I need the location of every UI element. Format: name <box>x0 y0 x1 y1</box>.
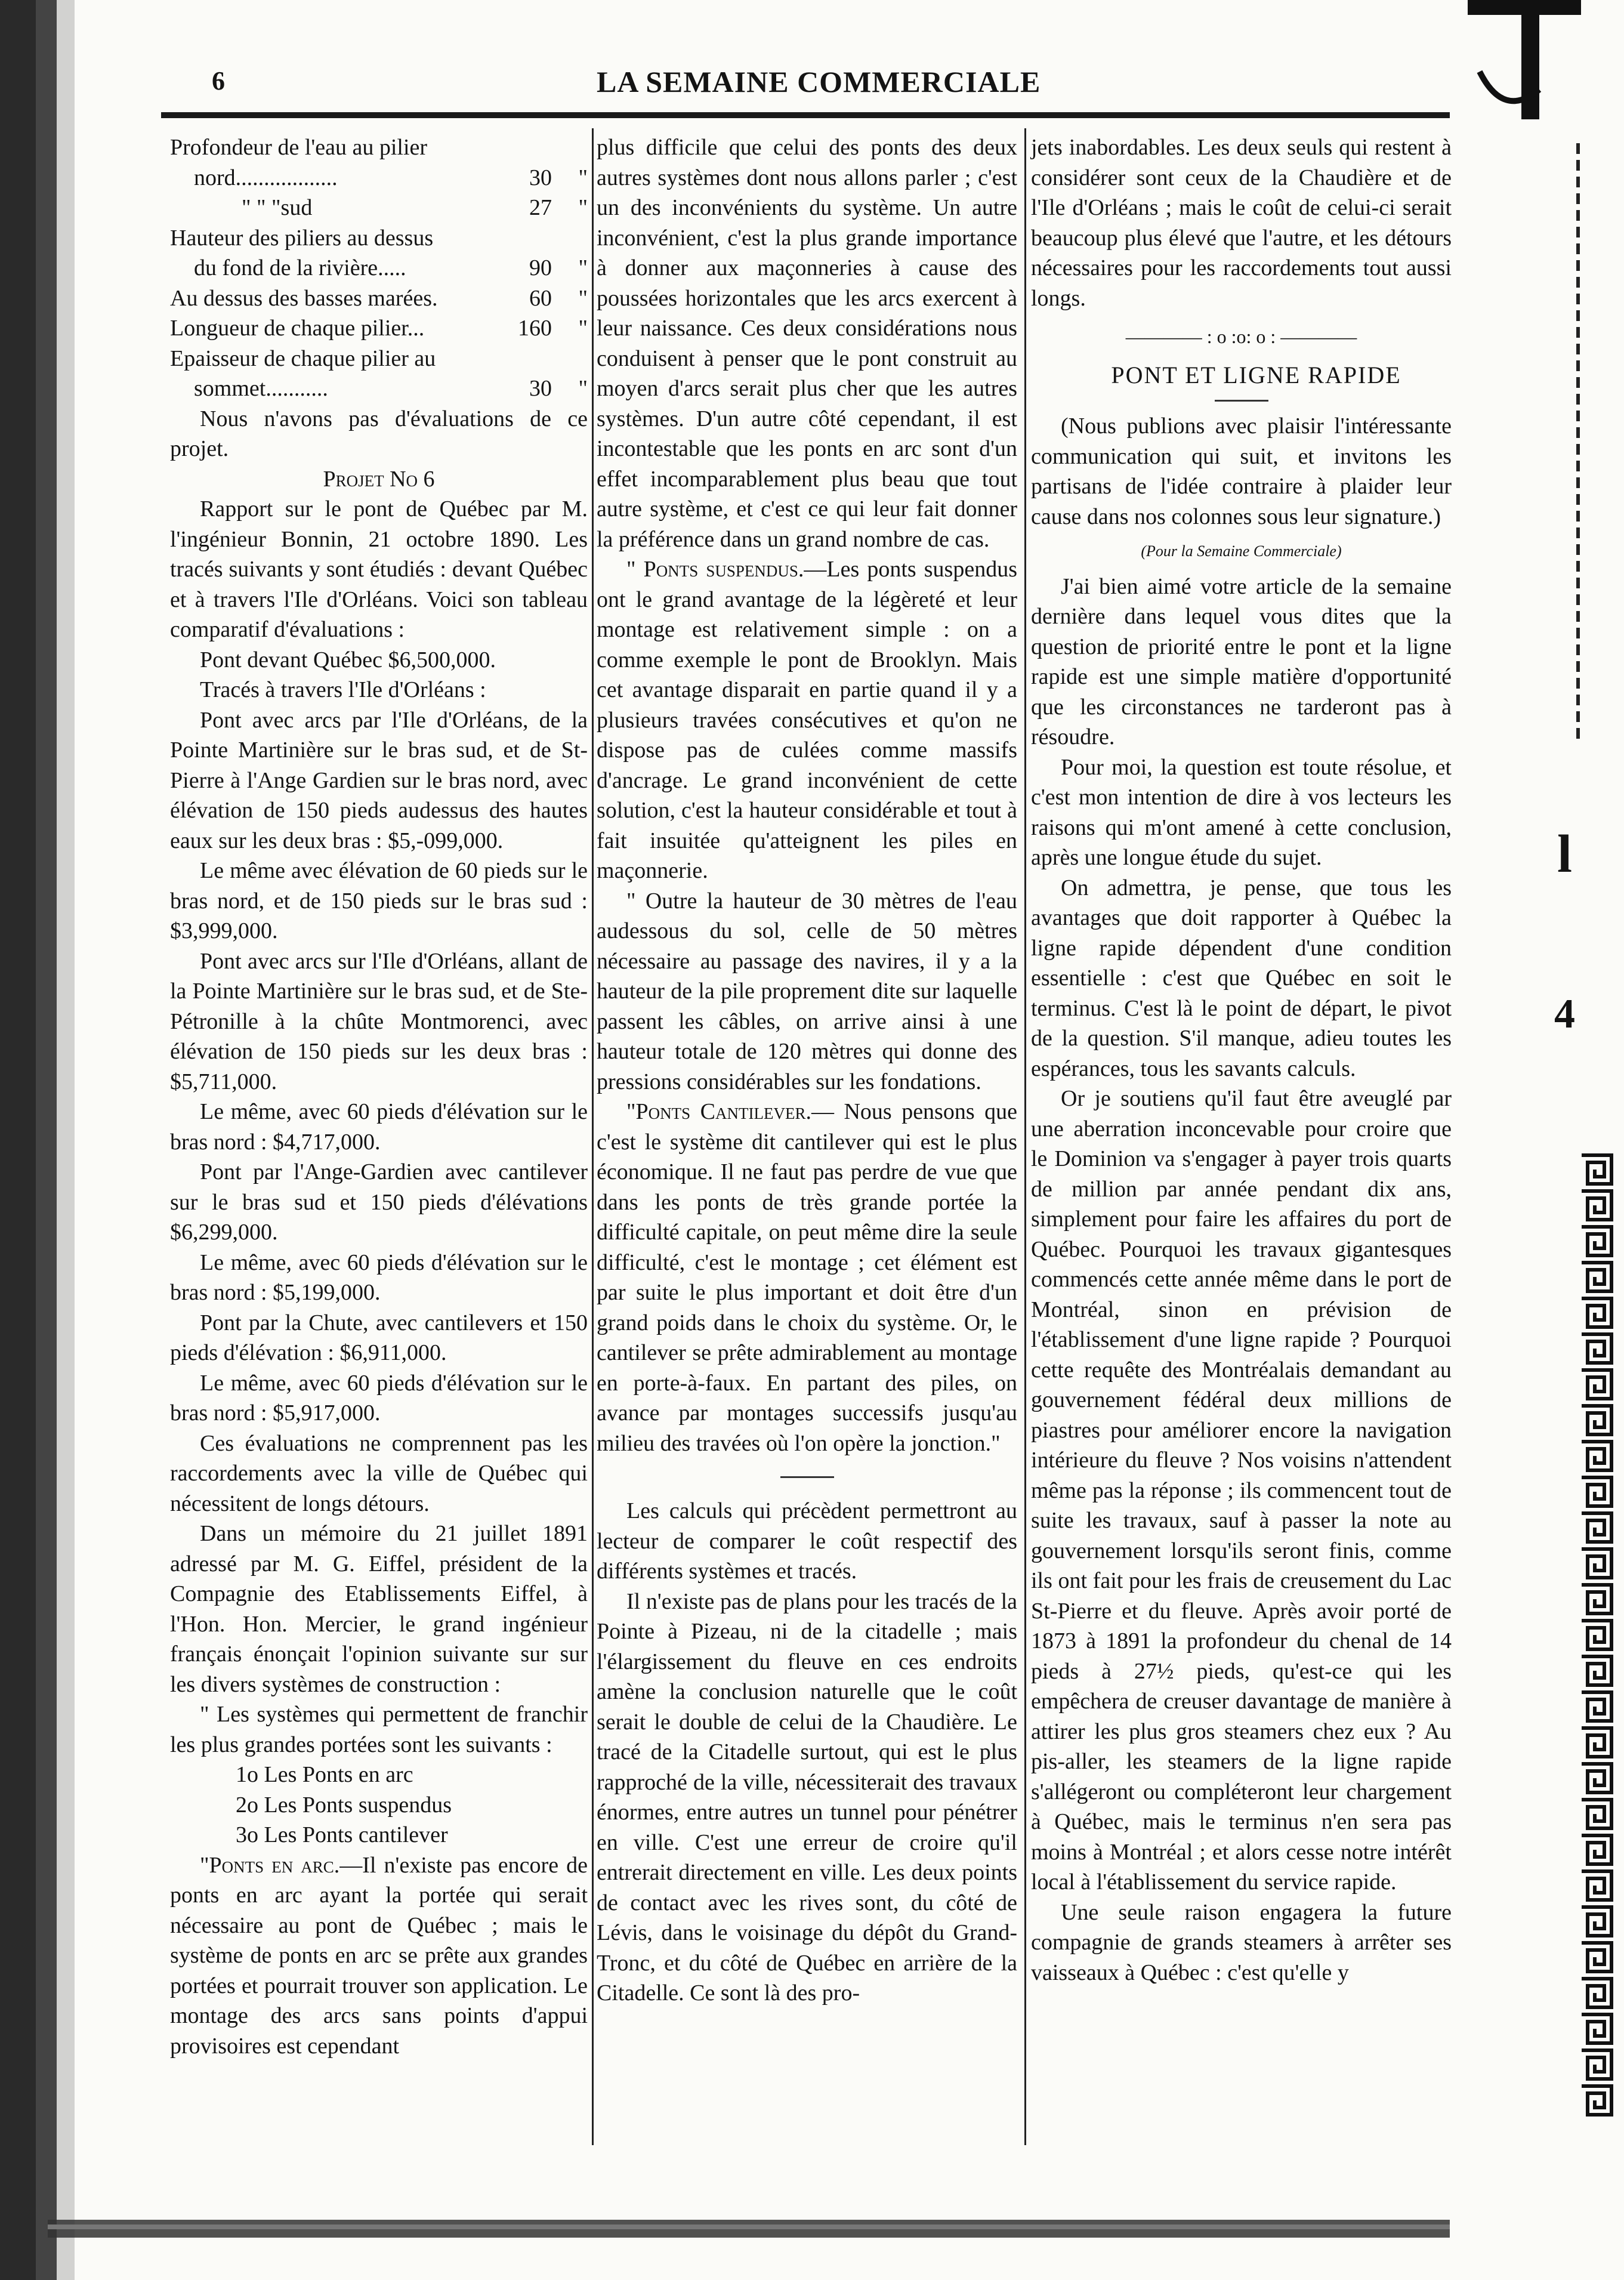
divider <box>780 1476 834 1478</box>
header-rule <box>161 112 1450 118</box>
paragraph: Or je soutiens qu'il faut être aveuglé par une aberration inconcevable pour croire que le Dominion va s'engager à payer trois quarts de million par année pendant dix ans, simplement pour faire les affaires du port de Québec. Pourquoi les travaux gigantesques commencés cette année même dans le port de Montréal, sinon en prévision de l'établissement d'une ligne rapide ? Pourquoi cette requête des Montréalais demandant au gouvernement fédéral deux millions de piastres pour améliorer encore la navigation intérieure du fleuve ? Nos voisins n'attendent même pas la réponse ; ils commencent tout de suite les travaux, sauf à passer la note au gouvernement lorsqu'ils seront finis, comme ils ont fait pour les frais de creusement du Lac St-Pierre et du fleuve. Après avoir porté de 1873 à 1891 la profondeur du chenal de 14 pieds à 27½ pieds, qu'est-ce qui les empêchera de creuser davantage de manière à attirer les plus gros steamers chez eux ? Au pis-aller, les steamers de la ligne rapide s'allégeront ou compléteront leur chargement à Québec, mais le terminus n'en sera pas moins à Montréal ; et alors cesse notre intérêt local à l'établissement du service rapide. <box>1031 1086 1452 1895</box>
row-label: sommet........... <box>194 376 328 401</box>
ditto-mark: " <box>578 285 588 311</box>
list-item: 1o Les Ponts en arc <box>236 1762 413 1787</box>
column-divider <box>1024 128 1026 2145</box>
column-2 <box>597 132 1017 2009</box>
row-value: 90 <box>529 255 552 280</box>
section-title: Projet No 6 <box>323 466 435 492</box>
run-in-heading: " Ponts suspendus. <box>626 557 804 582</box>
scan-edge-bottom <box>48 2214 1450 2244</box>
masthead-title: LA SEMAINE COMMERCIALE <box>597 65 1041 98</box>
editorial-note: (Nous publions avec plaisir l'intéressante communication qui suit, et invitons les partisans de l'idée contraire à plaider leur cause dans nos colonnes sous leur signature.) <box>1031 414 1452 529</box>
row-label: Au dessus des basses marées. <box>170 285 438 311</box>
table-row <box>170 374 588 404</box>
paragraph: Le même, avec 60 pieds d'élévation sur le bras nord : $5,917,000. <box>170 1370 588 1426</box>
paragraph: Il n'existe pas de plans pour les tracés de la Pointe à Pizeau, ni de la citadelle ; mais l'élargissement du fleuve en ces endroits amène la conclusion naturelle que le coût serait le double de celui de la Chaudière. Le tracé de la Citadelle surtout, qui est le plus rapproché de la ville, nécessiterait des travaux énormes, entre autres un tunnel pour pénétrer en ville. C'est une erreur de croire qu'il entrerait directement en ville. Les deux points de contact avec les rives sont, du côté de Lévis, dans le voisinage du dépôt du Grand-Tronc, et du côté de Québec en arrière de la Citadelle. Ce sont là des pro- <box>597 1588 1017 2006</box>
ditto-mark: " <box>578 165 588 190</box>
greek-key-border <box>1578 1152 1615 2118</box>
list-item: 2o Les Ponts suspendus <box>236 1792 452 1818</box>
paragraph: On admettra, je pense, que tous les avantages que doit rapporter à Québec la ligne rapide dépendent d'une condition essentielle : c'est que Québec en soit le terminus. C'est là le point de départ, le pivot de la question. S'il manque, adieu toutes les espérances, tous les savants calculs. <box>1031 875 1452 1081</box>
separator: ———— : o :o: o : ———— <box>1125 326 1357 347</box>
paragraph: Une seule raison engagera la future compagnie de grands steamers à arrêter ses vaisseaux à Québec : c'est qu'elle y <box>1031 1899 1452 1985</box>
table-row <box>170 132 588 163</box>
paragraph-text: —Les ponts suspendus ont le grand avantage de la légèreté et leur montage est relativement simple : on a comme exemple le pont de Brooklyn. Mais cet avantage disparait en partie quand il y a plusieurs travées consécutives et qu'on ne dispose pas de culées comme massifs d'ancrage. Le grand inconvénient de cette solution, c'est la hauteur considérable et tout à fait insuitée qu'atteignent les piles en maçonnerie. <box>597 557 1017 883</box>
divider <box>1215 400 1268 402</box>
paragraph: Pont avec arcs sur l'Ile d'Orléans, allant de la Pointe Martinière sur le bras sud, et de Ste-Pétronille à la chûte Montmorenci, avec élévation de 150 pieds sur les deux bras : $5,711,000. <box>170 948 588 1094</box>
corner-ink-mark <box>1468 0 1581 119</box>
row-value: 30 <box>529 376 552 401</box>
row-label: Profondeur de l'eau au pilier <box>170 135 428 160</box>
row-label: Longueur de chaque pilier... <box>170 316 425 341</box>
table-row <box>170 193 588 223</box>
paragraph <box>597 554 1017 886</box>
page-number: 6 <box>212 66 225 95</box>
paragraph: Pont par l'Ange-Gardien avec cantilever sur le bras sud et 150 pieds d'élévations $6,299,000. <box>170 1159 588 1245</box>
ditto-mark: " <box>578 195 588 220</box>
paragraph: " Les systèmes qui permettent de franchir les plus grandes portées sont les suivants : <box>170 1702 588 1757</box>
margin-mark: l <box>1557 825 1573 884</box>
row-value: 60 <box>529 285 552 311</box>
table-row <box>170 344 588 374</box>
list-item: 3o Les Ponts cantilever <box>236 1822 448 1847</box>
ditto-mark: " <box>578 255 588 280</box>
paragraph: Pour moi, la question est toute résolue, et c'est mon intention de dire à vos lecteurs les raisons qui m'ont amené à cette conclusion, après une longue étude du sujet. <box>1031 754 1452 870</box>
run-in-heading: "Ponts Cantilever. <box>626 1099 811 1124</box>
table-row <box>170 313 588 344</box>
table-row <box>170 223 588 254</box>
paragraph: Le même, avec 60 pieds d'élévation sur le bras nord : $5,199,000. <box>170 1249 588 1305</box>
table-row <box>170 283 588 314</box>
paragraph: jets inabordables. Les deux seuls qui restent à considérer sont ceux de la Chaudière et de l'Ile d'Orléans ; mais le coût de celui-ci serait beaucoup plus élevé que l'autre, et les détours nécessaires pour les raccordements tout aussi longs. <box>1031 135 1452 311</box>
paragraph: Dans un mémoire du 21 juillet 1891 adressé par M. G. Eiffel, président de la Compagnie des Etablissements Eiffel, à l'Hon. Hon. Mercier, le grand ingénieur français énonçait l'opinion suivante sur sur les divers systèmes de construction : <box>170 1521 588 1697</box>
column-3 <box>1031 132 1452 1988</box>
byline: (Pour la Semaine Commerciale) <box>1141 542 1342 560</box>
row-label: nord.................. <box>194 165 338 190</box>
row-label: " " "sud <box>242 195 313 220</box>
paragraph: " Outre la hauteur de 30 mètres de l'eau audessous du sol, celle de 50 mètres nécessaire au passage des navires, il y a la hauteur de la pile proprement dite sur laquelle passent les câbles, on arrive ainsi à une hauteur totale de 120 mètres qui donne des pressions considérables sur les fondations. <box>597 888 1017 1094</box>
row-value: 160 <box>518 316 552 341</box>
article-heading: PONT ET LIGNE RAPIDE <box>1111 361 1401 388</box>
margin-mark: 4 <box>1554 991 1575 1037</box>
row-value <box>495 132 552 163</box>
paragraph: Le même, avec 60 pieds d'élévation sur le bras nord : $4,717,000. <box>170 1099 588 1155</box>
paragraph <box>597 1097 1017 1458</box>
row-value: 27 <box>529 195 552 220</box>
table-row <box>170 253 588 283</box>
paragraph: Ces évaluations ne comprennent pas les raccordements avec la ville de Québec qui nécessitent de longs détours. <box>170 1430 588 1516</box>
paragraph: Nous n'avons pas d'évaluations de ce projet. <box>170 406 588 461</box>
paragraph: Tracés à travers l'Ile d'Orléans : <box>200 677 486 702</box>
pier-dimensions-table <box>170 132 588 404</box>
ditto-mark <box>552 132 588 163</box>
ditto-mark <box>552 344 588 374</box>
run-in-heading: "Ponts en arc. <box>200 1852 340 1878</box>
paragraph: Pont avec arcs par l'Ile d'Orléans, de la Pointe Martinière sur le bras sud, et de St-Pierre à l'Ange Gardien sur le bras nord, avec élévation de 150 pieds audessus des hautes eaux sur les deux bras : $5,-099,000. <box>170 707 588 853</box>
paragraph <box>170 1850 588 2062</box>
table-row <box>170 163 588 193</box>
column-1 <box>170 132 588 2061</box>
paragraph: Les calculs qui précèdent permettront au lecteur de comparer le coût respectif des différents systèmes et tracés. <box>597 1498 1017 1584</box>
scan-edge-left <box>0 0 75 2280</box>
row-value <box>495 223 552 254</box>
ditto-mark <box>552 223 588 254</box>
paragraph-text: —Il n'existe pas encore de ponts en arc ayant la portée qui serait nécessaire au pont de Québec ; mais le système de ponts en arc se prête aux grandes portées et pourrait trouver son application. Le montage des arcs sans points d'appui provisoires est cependant <box>170 1852 588 2059</box>
paragraph: Le même avec élévation de 60 pieds sur le bras nord, et de 150 pieds sur le bras sud : $3,999,000. <box>170 858 588 943</box>
row-value <box>495 344 552 374</box>
paragraph: Rapport sur le pont de Québec par M. l'ingénieur Bonnin, 21 octobre 1890. Les tracés suivants y sont étudiés : devant Québec et à travers l'Ile d'Orléans. Voici son tableau comparatif d'évaluations : <box>170 496 588 642</box>
paragraph: Pont devant Québec $6,500,000. <box>200 647 496 672</box>
paragraph: J'ai bien aimé votre article de la semaine dernière dans lequel vous dites que la question de priorité entre le pont et la ligne rapide est une simple matière d'opportunité que les circonstances ne tarderont pas à résoudre. <box>1031 573 1452 749</box>
row-label: Epaisseur de chaque pilier au <box>170 345 436 371</box>
margin-ornament-strip <box>1557 131 1599 758</box>
paragraph-text: — Nous pensons que c'est le système dit cantilever qui est le plus économique. Il ne faut pas perdre de vue que dans les ponts de très grande portée la difficulté capitale, on peut même dire la seule difficulté, c'est le montage ; cet élément est par suite le plus important et doit être d'un grand poids dans le choix du système. Or, le cantilever se prête admirablement au montage en porte-à-faux. En partant des piles, on avance par montages successifs jusqu'au milieu des travées où l'on opère la jonction." <box>597 1099 1017 1456</box>
paragraph: plus difficile que celui des ponts des deux autres systèmes dont nous allons parler ; c'est un des inconvénients du système. Un autre inconvénient, c'est la plus grande importance à donner aux maçonneries à cause des poussées horizontales que les arcs exercent à leur naissance. Ces deux considérations nous conduisent à penser que le pont construit au moyen d'arcs serait plus cher que les autres systèmes. D'un autre côté cependant, il est incontestable que les ponts en arc sont d'un effet incomparablement plus beau que tout autre système, et c'est ce qui leur fait donner la préférence dans un grand nombre de cas. <box>597 135 1017 552</box>
row-label: Hauteur des piliers au dessus <box>170 225 434 251</box>
ditto-mark: " <box>578 316 588 341</box>
row-value: 30 <box>529 165 552 190</box>
column-divider <box>592 128 594 2145</box>
paragraph: Pont par la Chute, avec cantilevers et 150 pieds d'élévation : $6,911,000. <box>170 1310 588 1365</box>
row-label: du fond de la rivière..... <box>194 255 406 280</box>
ditto-mark: " <box>578 376 588 401</box>
